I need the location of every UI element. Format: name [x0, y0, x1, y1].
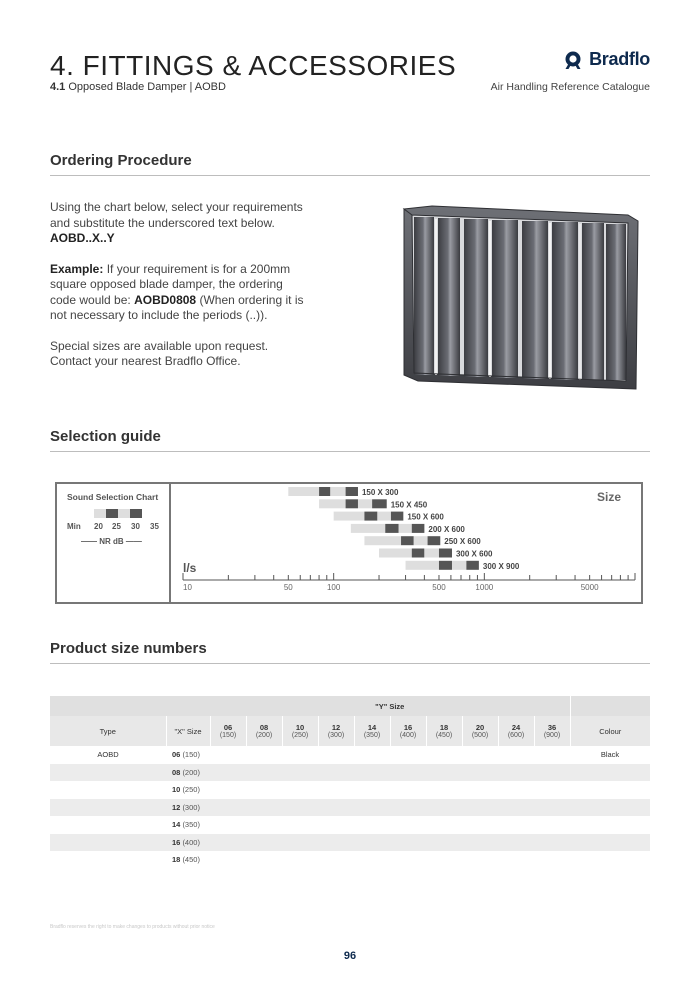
size-cell — [210, 816, 246, 834]
colour-cell: Black — [600, 750, 620, 760]
bar-segment — [346, 499, 358, 508]
size-cell — [318, 851, 354, 869]
x-size-code: 16 — [172, 837, 181, 847]
size-cell — [462, 834, 498, 852]
bar-label: 150 X 450 — [390, 500, 428, 510]
size-cell — [354, 799, 390, 817]
bar-label: 150 X 600 — [407, 512, 444, 522]
y-size-mm: (450) — [435, 732, 453, 739]
x-size-code: 06 — [172, 750, 181, 760]
size-cell — [462, 746, 498, 764]
page-subtitle — [50, 81, 226, 93]
size-cell — [426, 851, 462, 869]
nr-tick-25: 25 — [112, 522, 121, 531]
type-cell — [50, 851, 166, 869]
nr-min-label: Min — [67, 522, 81, 531]
type-cell — [50, 799, 166, 817]
bradflo-logo-icon — [563, 50, 583, 70]
size-cell — [246, 834, 282, 852]
bar-segment — [319, 499, 346, 508]
size-cell — [318, 799, 354, 817]
size-cell — [354, 834, 390, 852]
size-cell — [354, 851, 390, 869]
y-size-code: 18 — [439, 723, 449, 732]
sound-chart-title: Sound Selection Chart — [67, 492, 159, 502]
x-size-mm: (200) — [182, 767, 200, 777]
nr-swatch-25 — [106, 509, 118, 518]
size-cell — [426, 834, 462, 852]
size-cell — [498, 781, 534, 799]
x-size-cell — [166, 781, 210, 799]
colour-cell — [570, 851, 650, 869]
subtitle-text: Opposed Blade Damper — [68, 81, 187, 93]
y-size-mm: (350) — [363, 732, 381, 739]
ordering-heading: Ordering Procedure — [50, 152, 192, 169]
x-size-cell — [166, 799, 210, 817]
nr-swatch-20 — [94, 509, 106, 518]
x-size-code: 10 — [172, 785, 181, 795]
size-cell — [498, 816, 534, 834]
colour-cell — [570, 781, 650, 799]
y-size-code: 20 — [475, 723, 485, 732]
x-tick-label: 50 — [283, 583, 293, 592]
colour-cell — [570, 764, 650, 782]
page-number: 96 — [343, 950, 357, 962]
table-row — [50, 746, 650, 764]
bar-segment — [346, 487, 358, 496]
catalogue-title: Air Handling Reference Catalogue — [490, 81, 650, 93]
size-cell — [210, 851, 246, 869]
brand-name: Bradflo — [589, 49, 650, 69]
size-cell — [426, 764, 462, 782]
bar-label: 300 X 900 — [482, 561, 520, 571]
x-size-cell — [166, 834, 210, 852]
y-size-col-20 — [462, 716, 498, 746]
example-code: AOBD0808 — [134, 292, 197, 307]
y-size-col-18 — [426, 716, 462, 746]
nr-tick-20: 20 — [94, 522, 103, 531]
bar-segment — [319, 487, 330, 496]
x-size-header: "X" Size — [166, 716, 210, 746]
x-size-code: 12 — [172, 802, 181, 812]
size-cell — [246, 781, 282, 799]
nr-swatch-30 — [118, 509, 130, 518]
table-row — [50, 851, 650, 869]
size-cell — [426, 781, 462, 799]
size-cell — [354, 781, 390, 799]
table-row — [50, 764, 650, 782]
footer-disclaimer: Bradflo reserves the right to make changes to products without prior notice — [50, 924, 215, 930]
bar-segment — [385, 524, 398, 533]
bar-segment — [414, 536, 428, 545]
example-tail: (When ordering it is not necessary to include the periods (..)). — [50, 292, 304, 322]
type-cell: AOBD — [97, 750, 119, 760]
special-sizes-note: Special sizes are available upon request. Contact your nearest Bradflo Office. — [50, 338, 269, 368]
x-size-mm: (150) — [182, 750, 200, 760]
blank-header-cell — [50, 696, 210, 716]
size-cell — [210, 746, 246, 764]
y-size-mm: (400) — [399, 732, 417, 739]
bar-segment — [358, 499, 372, 508]
nr-db-text: NR dB — [99, 537, 124, 546]
bar-segment — [391, 512, 403, 521]
y-size-col-12 — [318, 716, 354, 746]
size-cell — [462, 851, 498, 869]
size-cell — [534, 781, 570, 799]
bar-label: 250 X 600 — [444, 537, 481, 547]
size-cell — [462, 816, 498, 834]
x-size-cell — [166, 746, 210, 764]
brand-logo — [563, 49, 650, 70]
bar-segment — [330, 487, 345, 496]
size-cell — [462, 781, 498, 799]
size-cell — [282, 799, 318, 817]
selection-heading: Selection guide — [50, 428, 161, 445]
sound-selection-chart — [55, 482, 643, 604]
colour-cell — [570, 834, 650, 852]
size-cell — [318, 746, 354, 764]
y-size-code: 06 — [223, 723, 233, 732]
size-cell — [534, 746, 570, 764]
y-size-col-24 — [498, 716, 534, 746]
y-size-col-14 — [354, 716, 390, 746]
size-axis-label: Size — [596, 490, 621, 504]
size-cell — [282, 781, 318, 799]
bar-segment — [424, 549, 439, 558]
size-cell — [390, 764, 426, 782]
size-cell — [246, 851, 282, 869]
size-cell — [354, 764, 390, 782]
bar-segment — [399, 524, 412, 533]
y-size-code: 12 — [331, 723, 341, 732]
size-cell — [390, 816, 426, 834]
size-cell — [534, 834, 570, 852]
y-size-col-08 — [246, 716, 282, 746]
product-heading: Product size numbers — [50, 640, 207, 657]
bar-segment — [379, 549, 412, 558]
size-cell — [354, 746, 390, 764]
ordering-code-template: AOBD..X..Y — [50, 231, 115, 245]
flow-axis-label: l/s — [183, 561, 197, 575]
table-row — [50, 816, 650, 834]
damper-product-image — [400, 205, 640, 395]
subtitle-code: AOBD — [194, 81, 226, 93]
size-cell — [498, 799, 534, 817]
y-size-code: 36 — [547, 723, 557, 732]
size-cell — [390, 834, 426, 852]
ordering-text — [50, 200, 310, 385]
size-cell — [498, 834, 534, 852]
size-cell — [318, 834, 354, 852]
size-cell — [426, 799, 462, 817]
y-size-code: 08 — [259, 723, 269, 732]
x-size-code: 08 — [172, 767, 181, 777]
page-title: 4. FITTINGS & ACCESSORIES — [50, 50, 457, 81]
size-cell — [498, 851, 534, 869]
bar-segment — [439, 549, 452, 558]
bar-label: 300 X 600 — [455, 549, 493, 559]
size-cell — [318, 816, 354, 834]
size-cell — [390, 746, 426, 764]
nr-db-scale — [67, 508, 167, 532]
bar-segment — [401, 536, 414, 545]
nr-db-label: —— NR dB —— — [81, 537, 142, 546]
bar-segment — [364, 512, 377, 521]
size-cell — [318, 781, 354, 799]
product-divider — [50, 663, 650, 664]
x-tick-label: 5000 — [580, 583, 599, 592]
selection-chart-plot — [173, 484, 641, 602]
y-size-code: 10 — [295, 723, 305, 732]
table-row — [50, 834, 650, 852]
x-size-cell — [166, 816, 210, 834]
size-cell — [282, 834, 318, 852]
ordering-divider — [50, 175, 650, 176]
table-row — [50, 781, 650, 799]
sound-chart-legend — [57, 484, 171, 602]
size-cell — [534, 764, 570, 782]
size-cell — [390, 799, 426, 817]
size-cell — [462, 764, 498, 782]
size-cell — [282, 816, 318, 834]
size-cell — [534, 816, 570, 834]
y-size-col-06 — [210, 716, 246, 746]
size-cell — [462, 799, 498, 817]
subtitle-separator: | — [189, 81, 193, 93]
ordering-paragraph-1 — [50, 200, 310, 247]
y-size-mm: (250) — [291, 732, 309, 739]
example-label: Example: — [50, 261, 104, 276]
size-cell — [534, 799, 570, 817]
y-size-code: 24 — [511, 723, 521, 732]
size-cell — [426, 816, 462, 834]
x-tick-label: 10 — [183, 583, 192, 592]
bar-segment — [334, 512, 365, 521]
y-size-mm: (150) — [219, 732, 237, 739]
size-cell — [210, 834, 246, 852]
y-size-col-36 — [534, 716, 570, 746]
x-tick-label: 100 — [326, 583, 341, 592]
ordering-instructions: Using the chart below, select your requirements and substitute the underscored text below. — [50, 200, 303, 230]
x-size-cell — [166, 764, 210, 782]
bar-segment — [377, 512, 391, 521]
bar-segment — [452, 561, 466, 570]
y-size-code: 16 — [403, 723, 413, 732]
size-cell — [210, 781, 246, 799]
colour-cell — [570, 799, 650, 817]
nr-tick-30: 30 — [131, 522, 140, 531]
subtitle-number: 4.1 — [50, 81, 66, 93]
size-cell — [282, 851, 318, 869]
nr-swatch-35 — [130, 509, 142, 518]
selection-divider — [50, 451, 650, 452]
size-cell — [318, 764, 354, 782]
y-size-col-16 — [390, 716, 426, 746]
bar-segment — [406, 561, 439, 570]
y-size-mm: (600) — [507, 732, 525, 739]
bar-segment — [351, 524, 385, 533]
y-size-col-10 — [282, 716, 318, 746]
size-cell — [246, 764, 282, 782]
size-cell — [390, 851, 426, 869]
bar-segment — [466, 561, 479, 570]
type-cell — [50, 834, 166, 852]
x-size-mm: (350) — [182, 820, 200, 830]
x-size-mm: (450) — [182, 855, 200, 865]
type-cell — [50, 764, 166, 782]
x-tick-label: 1000 — [475, 583, 494, 592]
x-tick-label: 500 — [432, 583, 446, 592]
size-cell — [210, 764, 246, 782]
bar-segment — [288, 487, 319, 496]
bar-segment — [439, 561, 452, 570]
bar-label: 200 X 600 — [428, 524, 465, 534]
x-size-mm: (250) — [182, 785, 200, 795]
example-text: If your requirement is for a 200mm square opposed blade damper, the ordering code would be: — [50, 261, 291, 307]
x-size-code: 18 — [172, 855, 181, 865]
size-cell — [282, 746, 318, 764]
y-size-header: "Y" Size — [210, 696, 570, 716]
size-cell — [354, 816, 390, 834]
bar-segment — [412, 549, 425, 558]
size-cell — [246, 799, 282, 817]
bar-segment — [372, 499, 387, 508]
bar-segment — [364, 536, 401, 545]
type-header: Type — [50, 716, 166, 746]
y-size-mm: (200) — [255, 732, 273, 739]
y-size-mm: (900) — [543, 732, 561, 739]
size-cell — [246, 746, 282, 764]
size-cell — [498, 746, 534, 764]
blank-header-cell — [570, 696, 650, 716]
ordering-example — [50, 262, 310, 324]
bar-segment — [412, 524, 425, 533]
size-cell — [282, 764, 318, 782]
nr-tick-35: 35 — [150, 522, 159, 531]
table-row — [50, 799, 650, 817]
size-cell — [534, 851, 570, 869]
x-size-mm: (400) — [182, 837, 200, 847]
y-size-mm: (300) — [327, 732, 345, 739]
bar-label: 150 X 300 — [361, 488, 399, 497]
size-cell — [210, 799, 246, 817]
product-size-table — [50, 696, 650, 869]
bar-segment — [428, 536, 441, 545]
x-size-code: 14 — [172, 820, 181, 830]
y-size-mm: (500) — [471, 732, 489, 739]
colour-cell — [570, 816, 650, 834]
colour-header: Colour — [570, 716, 650, 746]
size-cell — [246, 816, 282, 834]
x-size-cell — [166, 851, 210, 869]
size-cell — [426, 746, 462, 764]
size-cell — [390, 781, 426, 799]
type-cell — [50, 781, 166, 799]
y-size-code: 14 — [367, 723, 377, 732]
x-size-mm: (300) — [182, 802, 200, 812]
size-cell — [498, 764, 534, 782]
type-cell — [50, 816, 166, 834]
